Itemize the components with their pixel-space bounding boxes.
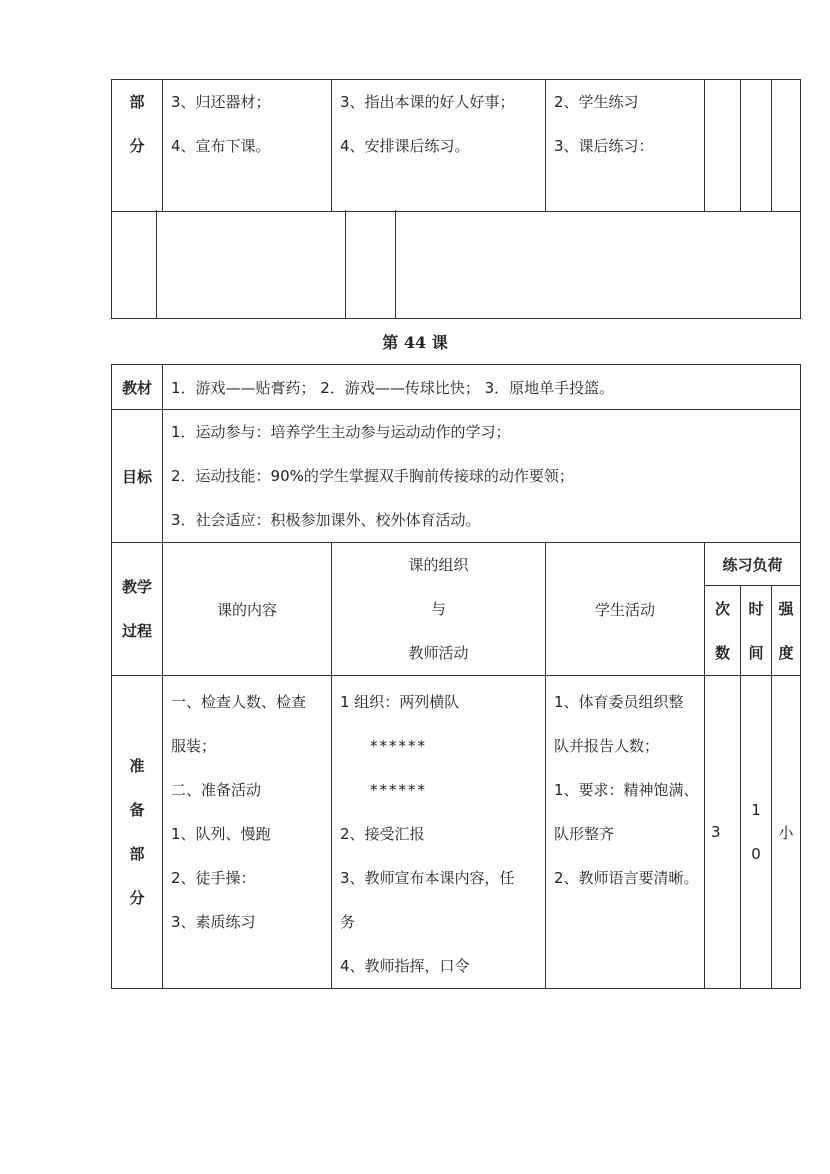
material-text: 1．游戏——贴膏药； 2．游戏——传球比快； 3．原地单手投篮。 <box>163 365 801 410</box>
prep-student <box>546 676 705 989</box>
lesson-title: 第 44 课 <box>382 333 448 352</box>
formation-row: ****** <box>370 781 427 799</box>
student-line: 2、学生练习 <box>554 93 639 111</box>
teacher-line: 4、安排课后练习。 <box>340 137 470 155</box>
content-line: 2、徒手操： <box>171 869 256 887</box>
header-row <box>112 543 801 586</box>
time-digit: 1 <box>751 801 761 819</box>
content-line: 1、队列、慢跑 <box>171 825 271 843</box>
intensity-header <box>772 586 801 676</box>
content-line: 一、检查人数、检查 <box>171 693 307 711</box>
goal-list <box>163 410 801 543</box>
header-char: 次 <box>714 599 730 618</box>
org-line: 2、接受汇报 <box>340 825 425 843</box>
time-cell <box>741 80 772 212</box>
goal-label: 目标 <box>112 410 163 543</box>
blank-cell <box>396 210 801 319</box>
load-header: 练习负荷 <box>705 543 801 586</box>
org-line: 4、教师指挥，口令 <box>340 957 470 975</box>
material-label: 教材 <box>112 365 163 410</box>
count-cell <box>705 80 741 212</box>
section-char: 部 <box>129 93 145 111</box>
goal-item: 3．社会适应：积极参加课外、校外体育活动。 <box>171 511 481 529</box>
prep-section-label <box>112 676 163 989</box>
goal-item: 1．运动参与：培养学生主动参与运动动作的学习； <box>171 423 511 441</box>
student-line: 3、课后练习： <box>554 137 654 155</box>
student-line: 队并报告人数； <box>554 737 660 755</box>
header-char: 过程 <box>121 622 152 640</box>
formation-row: ****** <box>370 737 427 755</box>
student-header: 学生活动 <box>546 543 705 676</box>
table-row <box>112 210 801 319</box>
header-line: 与 <box>430 600 446 618</box>
section-char: 备 <box>129 801 145 819</box>
content-line: 3、归还器材； <box>171 93 271 111</box>
prep-content <box>163 676 332 989</box>
content-line: 3、素质练习 <box>171 913 256 931</box>
content-cell <box>163 80 332 212</box>
header-line: 课的组织 <box>408 556 469 574</box>
header-char: 数 <box>714 643 730 662</box>
teacher-cell <box>332 80 546 212</box>
blank-cell <box>112 210 157 319</box>
prep-org <box>332 676 546 989</box>
time-digit: 0 <box>751 845 761 863</box>
blank-row-table <box>111 210 801 319</box>
section-label <box>112 80 163 212</box>
org-line: 3、教师宣布本课内容，任 <box>340 869 515 887</box>
blank-cell <box>157 210 346 319</box>
section-char: 分 <box>129 137 145 155</box>
content-line: 服装； <box>171 737 217 755</box>
student-cell <box>546 80 705 212</box>
org-line: 务 <box>340 913 356 931</box>
org-line: 1 组织：两列横队 <box>340 693 460 711</box>
prep-intensity: 小 <box>772 676 801 989</box>
header-char: 时 <box>748 599 764 618</box>
goal-item: 2．运动技能：90%的学生掌握双手胸前传接球的动作要领； <box>171 467 574 485</box>
content-header: 课的内容 <box>163 543 332 676</box>
content-line: 4、宣布下课。 <box>171 137 271 155</box>
prep-time <box>741 676 772 989</box>
header-char: 度 <box>778 643 794 662</box>
prep-count: 3 <box>705 676 741 989</box>
content-line: 二、准备活动 <box>171 781 262 799</box>
header-line: 教师活动 <box>408 644 469 662</box>
student-line: 队形整齐 <box>554 825 615 843</box>
lesson-table <box>111 364 801 989</box>
prep-row <box>112 676 801 989</box>
process-header <box>112 543 163 676</box>
teacher-line: 3、指出本课的好人好事； <box>340 93 515 111</box>
student-line: 1、要求：精神饱满、 <box>554 781 699 799</box>
time-header <box>741 586 772 676</box>
header-char: 强 <box>778 599 794 618</box>
intensity-cell <box>772 80 801 212</box>
table-row <box>112 80 801 212</box>
material-row <box>112 365 801 410</box>
blank-cell <box>346 210 396 319</box>
student-line: 1、体育委员组织整 <box>554 693 684 711</box>
count-header <box>705 586 741 676</box>
section-char: 部 <box>129 845 145 863</box>
section-char: 分 <box>129 889 145 907</box>
header-char: 间 <box>748 643 764 662</box>
previous-lesson-table <box>111 79 801 212</box>
org-header <box>332 543 546 676</box>
section-char: 准 <box>129 757 145 775</box>
student-line: 2、教师语言要清晰。 <box>554 869 699 887</box>
goal-row <box>112 410 801 543</box>
header-char: 教学 <box>121 578 152 596</box>
